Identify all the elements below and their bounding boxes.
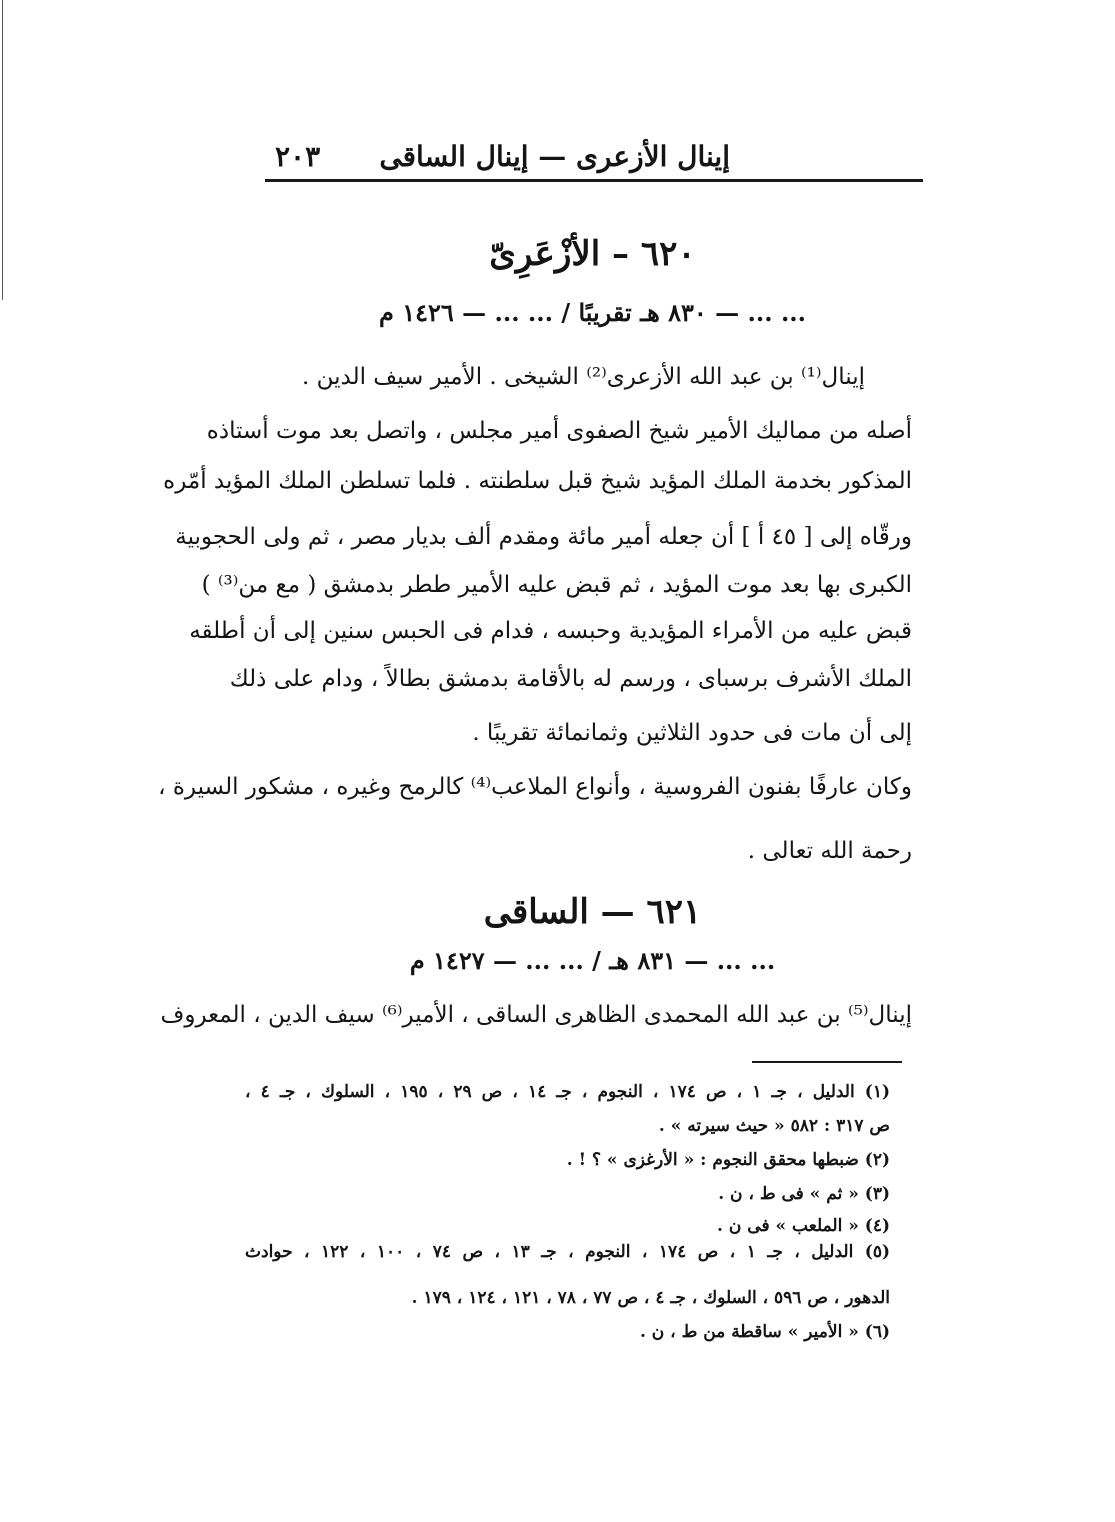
footnote-line-8: (٦) « الأمير » ساقطة من ط ، ن . [639,1322,890,1342]
footnote-line-1: (١) الدليل ، جـ ١ ، ص ١٧٤ ، النجوم ، جـ ١٤ ، ص ٢٩ ، ١٩٥ ، السلوك ، جـ ٤ ، [245,1082,891,1102]
footnote-line-5: (٤) « الملعب » فى ن . [717,1216,890,1236]
page-number: ٢٠٣ [275,140,321,173]
entry-620-dates: ... ... — ٨٣٠ هـ تقريبًا / ... ... — ١٤٢٦ م [378,298,807,327]
header-rule [265,179,923,182]
scan-edge-line [2,0,3,300]
entry-620-line-9: وكان عارفًا بفنون الفروسية ، وأنواع الملاعب⁽⁴⁾ كالرمح وغيره ، مشكور السيرة ، [158,774,912,800]
entry-620-line-4: ورقّاه إلى [ ٤٥ أ ] أن جعله أمير مائة ومقدم ألف بديار مصر ، ثم ولى الحجوبية [175,524,912,550]
entry-620-line-10: رحمة الله تعالى . [747,838,912,864]
footnote-line-4: (٣) « ثم » فى ط ، ن . [718,1184,890,1204]
entry-620-line-3: المذكور بخدمة الملك المؤيد شيخ قبل سلطنته . فلما تسلطن الملك المؤيد أمّره [163,468,912,494]
footnote-line-2: ص ٣١٧ : ٥٨٢ « حيث سيرته » . [658,1116,890,1136]
entry-620-line-2: أصله من مماليك الأمير شيخ الصفوى أمير مجلس ، واتصل بعد موت أستاذه [206,418,912,444]
footnote-line-7: الدهور ، ص ٥٩٦ ، السلوك ، جـ ٤ ، ص ٧٧ ، ٧٨ ، ١٢١ ، ١٢٤ ، ١٧٩ . [411,1288,890,1308]
entry-620-line-7: الملك الأشرف برسباى ، ورسم له بالأقامة بدمشق بطالاً ، ودام على ذلك [229,666,912,692]
entry-621-heading: ٦٢١ — الساقى [483,892,702,932]
footnote-rule [752,1061,902,1063]
entry-620-line-5: الكبرى بها بعد موت المؤيد ، ثم قبض عليه الأمير ططر بدمشق ( مع من⁽³⁾ ) [201,572,912,598]
running-title: إينال الأزعرى — إينال الساقى [379,140,730,173]
entry-620-line-6: قبض عليه من الأمراء المؤيدية وحبسه ، فدام فى الحبس سنين إلى أن أطلقه [189,618,912,644]
running-header [265,140,920,180]
entry-621-line-1: إينال⁽⁵⁾ بن عبد الله المحمدى الظاهرى الساقى ، الأمير⁽⁶⁾ سيف الدين ، المعروف [160,1002,912,1028]
entry-621-dates: ... ... — ٨٣١ هـ / ... ... — ١٤٢٧ م [409,946,776,975]
entry-620-heading: ٦٢٠ – الأزْعَرِىّ [489,234,696,274]
footnote-line-3: (٢) ضبطها محقق النجوم : « الأرغزى » ؟ ! . [566,1150,890,1170]
entry-620-line-8: إلى أن مات فى حدود الثلاثين وثمانمائة تقريبًا . [472,720,912,746]
footnote-line-6: (٥) الدليل ، جـ ١ ، ص ١٧٤ ، النجوم ، جـ ١٣ ، ص ٧٤ ، ١٠٠ ، ١٢٢ ، حوادث [245,1242,891,1262]
entry-620-line-1: إينال⁽¹⁾ بن عبد الله الأزعرى⁽²⁾ الشيخى . الأمير سيف الدين . [301,364,865,390]
